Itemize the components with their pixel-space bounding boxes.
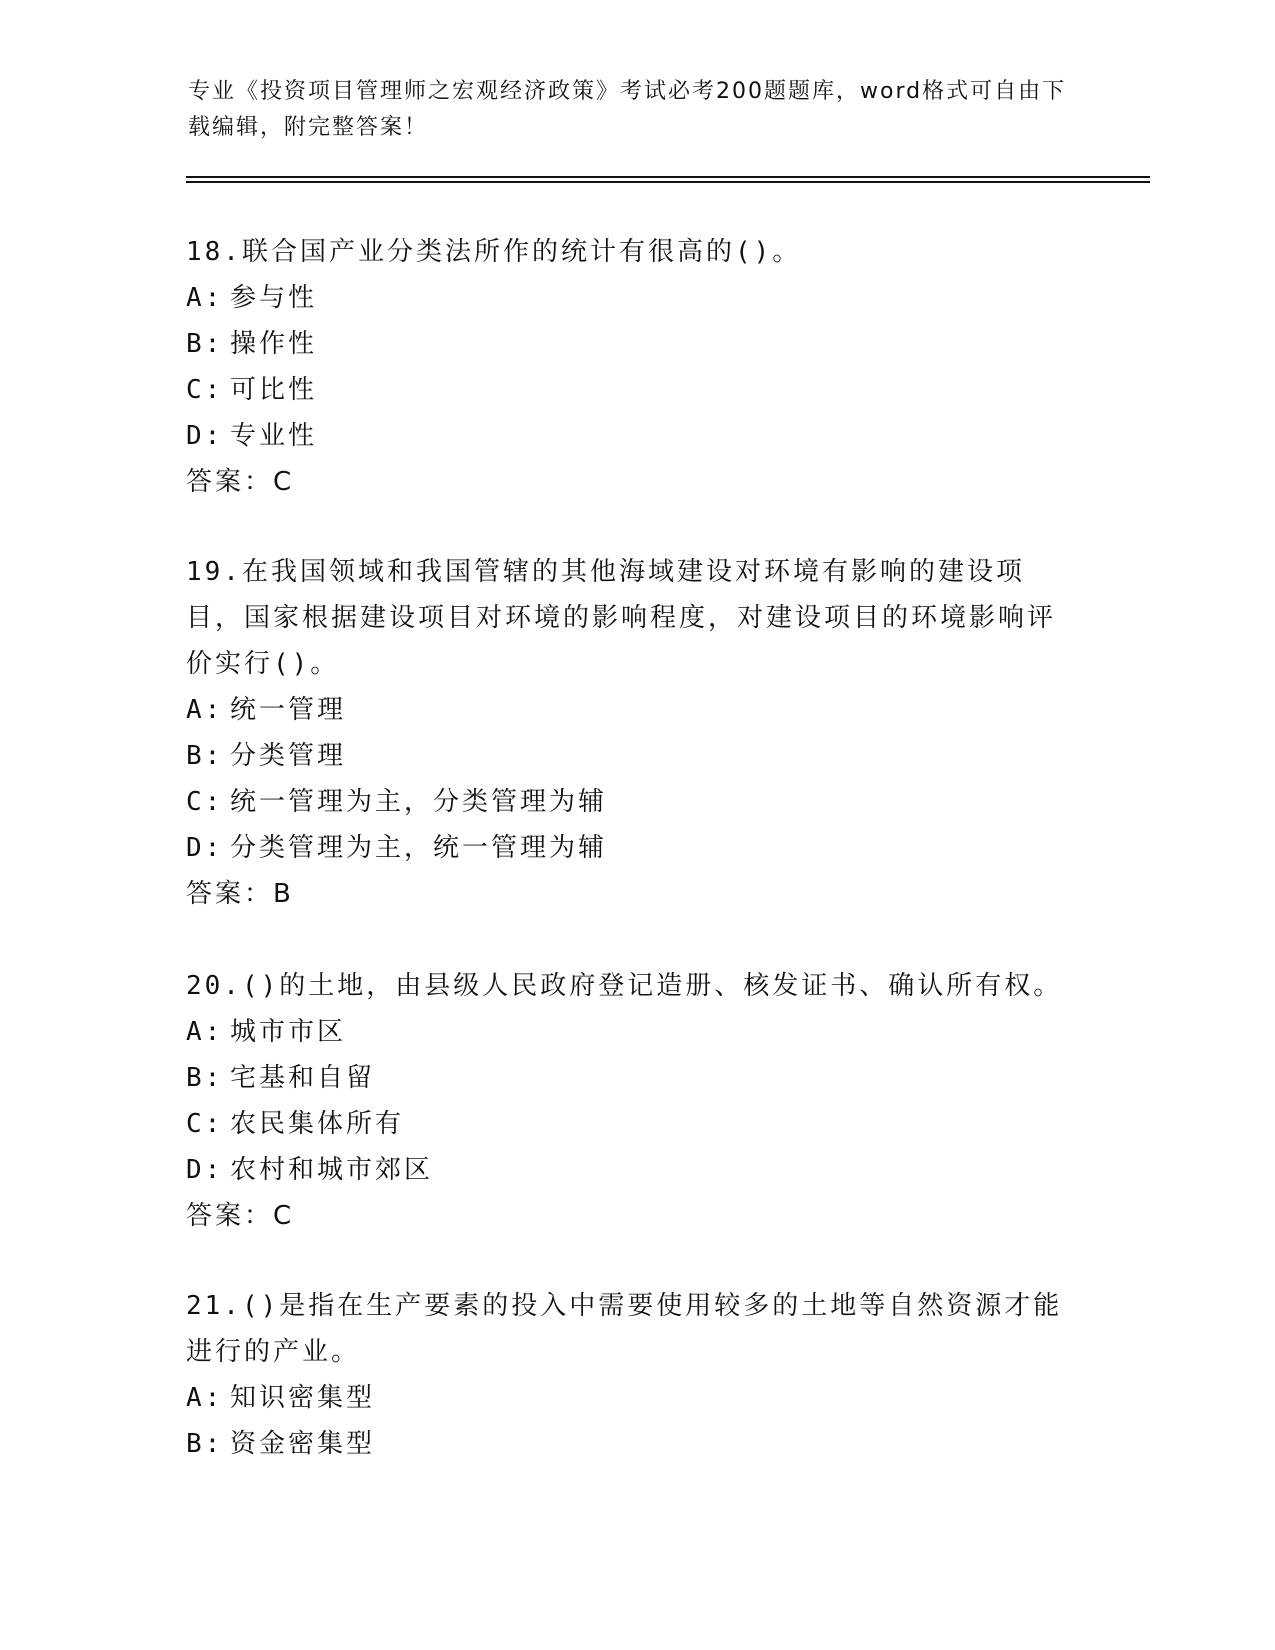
option-letter: D: [186, 833, 224, 863]
option-letter: A: [186, 283, 224, 313]
option-letter: B: [186, 329, 224, 359]
option-b [186, 1055, 1066, 1101]
option-a [186, 687, 1066, 733]
option-a [186, 1375, 1066, 1421]
option-c [186, 1101, 1066, 1147]
question-stem: 18.联合国产业分类法所作的统计有很高的()。 [186, 237, 802, 267]
option-letter: A: [186, 1383, 224, 1413]
option-letter: A: [186, 695, 224, 725]
option-letter: B: [186, 1063, 224, 1093]
option-letter: A: [186, 1017, 224, 1047]
option-c [186, 367, 1066, 413]
option-text: 资金密集型 [230, 1429, 376, 1459]
question-18 [186, 229, 1066, 505]
option-text: 统一管理为主，分类管理为辅 [230, 787, 608, 817]
option-d [186, 825, 1066, 871]
option-text: 操作性 [230, 329, 318, 359]
option-text: 分类管理为主，统一管理为辅 [230, 833, 608, 863]
option-b [186, 321, 1066, 367]
question-stem: 20.()的土地，由县级人民政府登记造册、核发证书、确认所有权。 [186, 971, 1063, 1001]
option-c [186, 779, 1066, 825]
option-text: 农村和城市郊区 [230, 1155, 434, 1185]
option-letter: D: [186, 421, 224, 451]
option-b [186, 1421, 1066, 1467]
option-text: 知识密集型 [230, 1383, 376, 1413]
option-text: 城市市区 [230, 1017, 347, 1047]
option-b [186, 733, 1066, 779]
option-text: 统一管理 [230, 695, 347, 725]
option-letter: D: [186, 1155, 224, 1185]
answer-line: 答案：B [186, 879, 294, 909]
question-19 [186, 549, 1066, 917]
option-text: 宅基和自留 [230, 1063, 376, 1093]
question-21 [186, 1283, 1066, 1467]
option-text: 分类管理 [230, 741, 347, 771]
option-text: 专业性 [230, 421, 318, 451]
answer-line: 答案：C [186, 467, 295, 497]
option-text: 参与性 [230, 283, 318, 313]
header-divider-top [186, 176, 1150, 178]
option-letter: C: [186, 787, 224, 817]
option-d [186, 1147, 1066, 1193]
option-letter: C: [186, 1109, 224, 1139]
question-20 [186, 963, 1066, 1239]
document-header: 专业《投资项目管理师之宏观经济政策》考试必考200题题库，word格式可自由下载编辑，附完整答案！ [188, 79, 1067, 140]
answer-line: 答案：C [186, 1201, 295, 1231]
question-stem: 19.在我国领域和我国管辖的其他海域建设对环境有影响的建设项目，国家根据建设项目对环境的影响程度，对建设项目的环境影响评价实行()。 [186, 557, 1057, 679]
option-letter: B: [186, 741, 224, 771]
question-stem: 21.()是指在生产要素的投入中需要使用较多的土地等自然资源才能进行的产业。 [186, 1291, 1063, 1367]
option-text: 可比性 [230, 375, 318, 405]
option-d [186, 413, 1066, 459]
option-letter: B: [186, 1429, 224, 1459]
option-letter: C: [186, 375, 224, 405]
option-a [186, 275, 1066, 321]
option-text: 农民集体所有 [230, 1109, 405, 1139]
option-a [186, 1009, 1066, 1055]
header-divider-bottom [186, 181, 1150, 183]
